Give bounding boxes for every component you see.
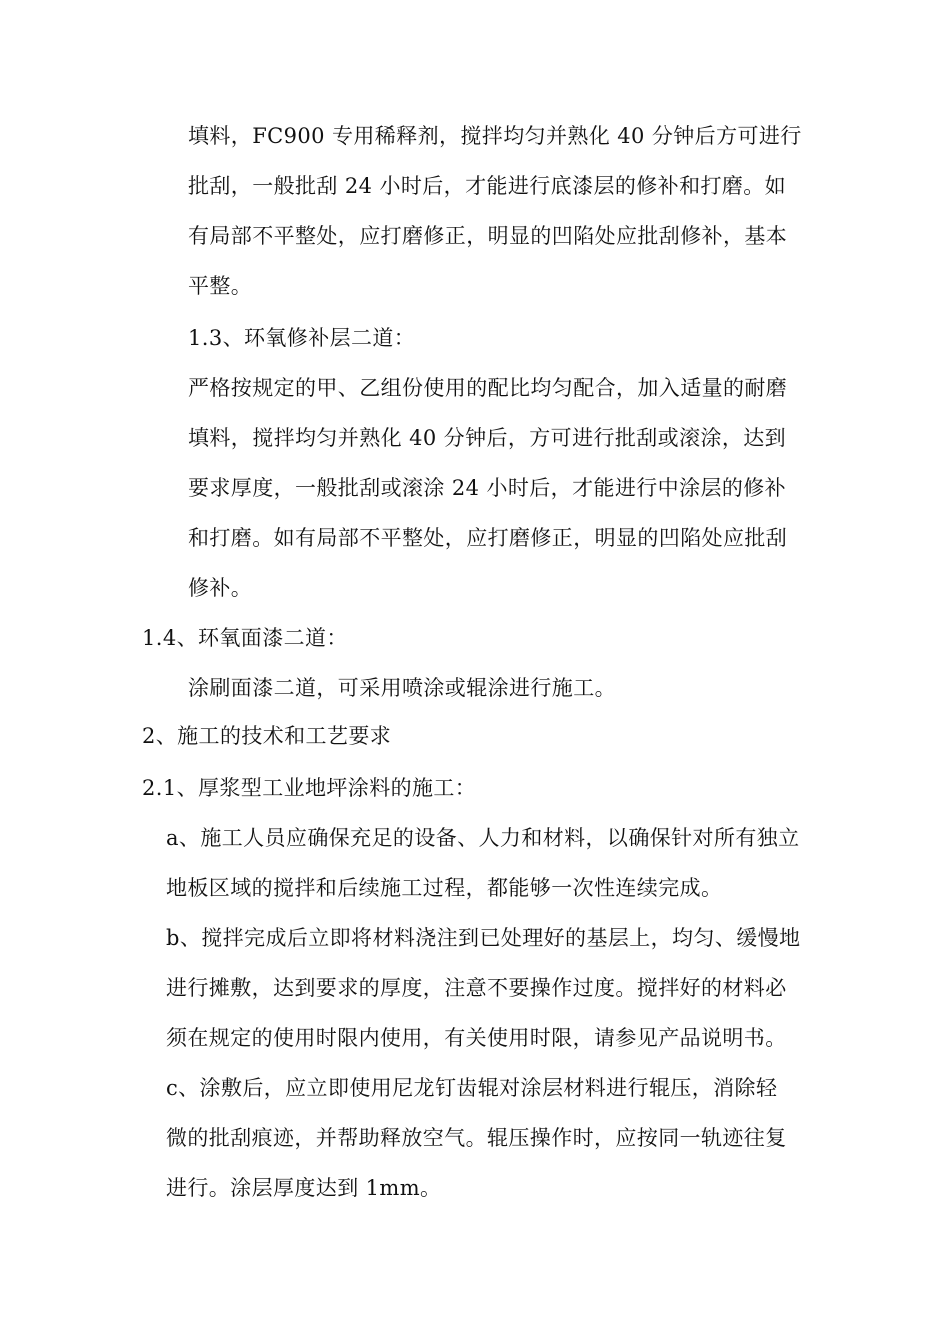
text-line: 填料，FC900 专用稀释剂，搅拌均匀并熟化 40 分钟后方可进行	[188, 124, 802, 148]
text-line: 和打磨。如有局部不平整处，应打磨修正，明显的凹陷处应批刮	[188, 526, 788, 550]
section-heading: 2、施工的技术和工艺要求	[142, 724, 392, 748]
text-line: 要求厚度，一般批刮或滚涂 24 小时后，才能进行中涂层的修补	[188, 476, 787, 500]
text-line: 平整。	[188, 274, 253, 298]
text-line: 有局部不平整处，应打磨修正，明显的凹陷处应批刮修补，基本	[188, 224, 788, 248]
list-item-line: 进行。涂层厚度达到 1mm。	[166, 1176, 442, 1200]
list-item-line: 进行摊敷，达到要求的厚度，注意不要操作过度。搅拌好的材料必	[166, 976, 787, 1000]
text-line: 填料，搅拌均匀并熟化 40 分钟后，方可进行批刮或滚涂，达到	[188, 426, 787, 450]
list-item-line: 地板区域的搅拌和后续施工过程，都能够一次性连续完成。	[166, 876, 723, 900]
text-line: 修补。	[188, 576, 253, 600]
section-heading: 2.1、厚浆型工业地坪涂料的施工：	[142, 776, 477, 800]
list-item-line: 须在规定的使用时限内使用，有关使用时限，请参见产品说明书。	[166, 1026, 787, 1050]
list-item-line: c、涂敷后，应立即使用尼龙钉齿辊对涂层材料进行辊压，消除轻	[166, 1076, 778, 1100]
list-item-line: 微的批刮痕迹，并帮助释放空气。辊压操作时，应按同一轨迹往复	[166, 1126, 787, 1150]
section-heading: 1.4、环氧面漆二道：	[142, 626, 348, 650]
list-item-line: b、搅拌完成后立即将材料浇注到已处理好的基层上，均匀、缓慢地	[166, 926, 801, 950]
text-line: 涂刷面漆二道，可采用喷涂或辊涂进行施工。	[188, 676, 616, 700]
list-item-line: a、施工人员应确保充足的设备、人力和材料，以确保针对所有独立	[166, 826, 800, 850]
section-heading: 1.3、环氧修补层二道：	[188, 326, 416, 350]
text-line: 批刮，一般批刮 24 小时后，才能进行底漆层的修补和打磨。如	[188, 174, 787, 198]
text-line: 严格按规定的甲、乙组份使用的配比均匀配合，加入适量的耐磨	[188, 376, 788, 400]
